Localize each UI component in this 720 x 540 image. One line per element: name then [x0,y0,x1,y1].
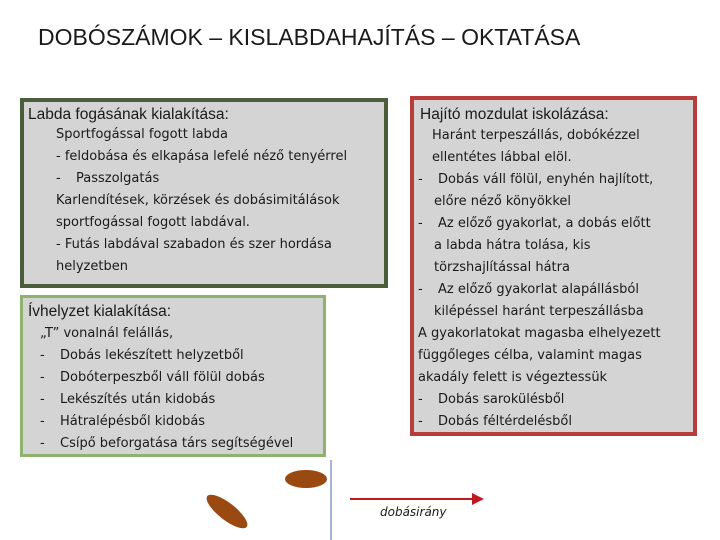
list-item [40,389,293,411]
list-item [418,213,661,235]
list-text: függőleges célba, valamint magas [418,348,642,363]
list-text: sportfogással fogott labdával. [56,215,250,230]
throwing-heading: Hajító mozdulat iskolázása: [420,106,609,123]
list-item [418,125,661,147]
list-item [418,257,661,279]
list-item [40,433,293,455]
list-item [418,345,661,367]
direction-label: dobásirány [380,505,447,519]
list-text: Sportfogással fogott labda [56,127,229,142]
list-item [418,191,661,213]
throw-axis-line [330,460,332,540]
list-item [40,323,293,345]
ball-icon [202,489,252,533]
list-text: törzshajlítással hátra [434,260,570,275]
list-dash: - [418,414,423,429]
throwing-exercise-list [418,125,661,433]
list-text: Dobóterpeszből váll fölül dobás [60,370,265,385]
list-text: helyzetben [56,259,128,274]
list-text: Hátralépésből kidobás [60,414,206,429]
list-dash: - [40,392,45,407]
list-item [418,323,661,345]
list-item [418,411,661,433]
list-dash: - [418,216,423,231]
list-text: Az előző gyakorlat, a dobás előtt [438,216,651,231]
list-item [418,279,661,301]
list-dash: - [40,414,45,429]
grip-heading: Labda fogásának kialakítása: [28,106,229,123]
list-text: a labda hátra tolása, kis [434,238,591,253]
list-item [418,235,661,257]
list-text: előre néző könyökkel [434,194,572,209]
list-text: - Futás labdával szabadon és szer hordása [56,237,332,252]
list-item [56,124,347,146]
list-item [418,147,661,169]
list-item [56,234,347,256]
list-item [56,256,347,278]
list-dash: - [418,392,423,407]
arrow-head [472,493,484,505]
list-text: Passzolgatás [76,171,160,186]
list-item [56,190,347,212]
list-text: Lekészítés után kidobás [60,392,216,407]
arc-heading: Ívhelyzet kialakítása: [28,303,172,320]
list-text: Dobás lekészített helyzetből [60,348,244,363]
list-item [56,168,347,190]
list-item [40,411,293,433]
throw-direction-arrow [350,492,485,506]
list-text: Dobás váll fölül, enyhén hajlított, [438,172,654,187]
list-item [56,146,347,168]
list-text: Dobás féltérdelésből [438,414,572,429]
list-text: Dobás sarokülésből [438,392,565,407]
list-text: „T” vonalnál felállás, [40,326,174,341]
list-dash: - [418,172,423,187]
list-text: Karlendítések, körzések és dobásimitálások [56,193,340,208]
list-item [418,301,661,323]
list-item [418,169,661,191]
list-text: A gyakorlatokat magasba elhelyezett [418,326,661,341]
arc-exercise-list [40,323,293,455]
list-text: Az előző gyakorlat alapállásból [438,282,639,297]
ball-icon [285,470,327,488]
list-dash: - [40,370,45,385]
list-item [56,212,347,234]
list-text: kilépéssel haránt terpeszállásba [434,304,644,319]
list-dash: - [40,348,45,363]
list-text: Haránt terpeszállás, dobókézzel [432,128,640,143]
list-text: - feldobása és elkapása lefelé néző tenyérrel [56,149,348,164]
list-dash: - [56,171,61,186]
list-text: ellentétes lábbal elöl. [432,150,572,165]
list-dash: - [418,282,423,297]
list-item [40,367,293,389]
grip-exercise-list [56,124,347,278]
page-title: DOBÓSZÁMOK – KISLABDAHAJÍTÁS – OKTATÁSA [38,24,581,50]
list-item [418,367,661,389]
list-item [418,389,661,411]
list-item [40,345,293,367]
list-dash: - [40,436,45,451]
list-text: Csípő beforgatása társ segítségével [60,436,294,451]
list-text: akadály felett is végeztessük [418,370,608,385]
